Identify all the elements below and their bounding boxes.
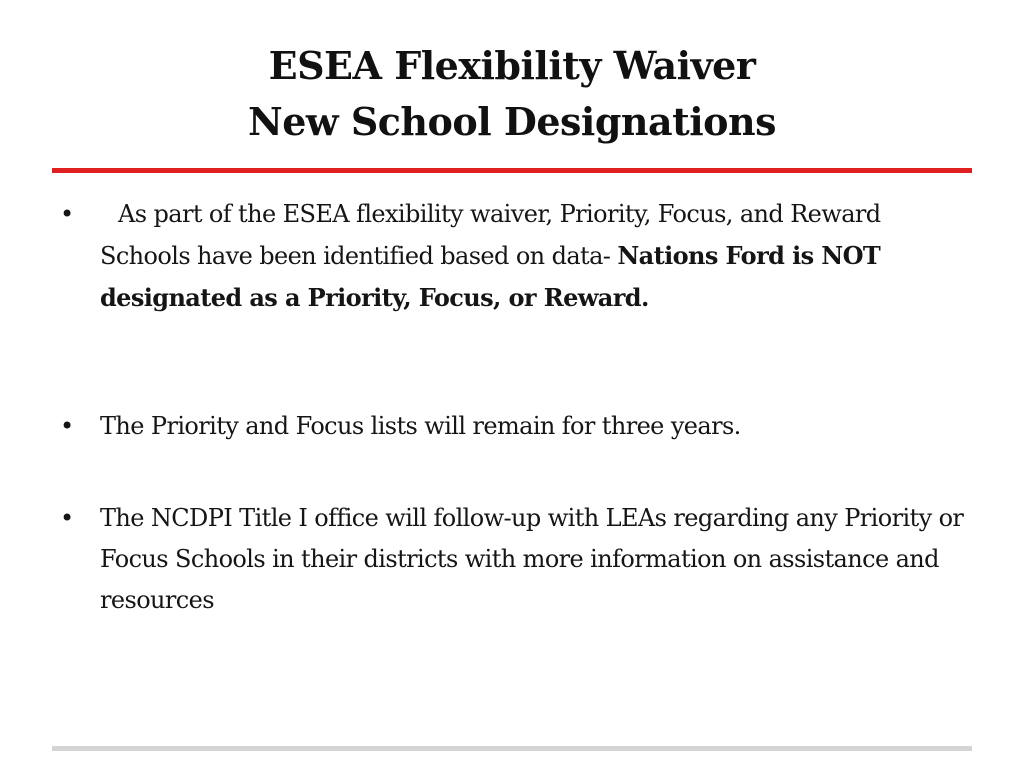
bullet-item-1	[60, 194, 970, 319]
footer-rule	[52, 746, 972, 751]
bullet-text-regular: As part of the ESEA flexibility waiver, Priority, Focus, and Reward Schools have been identified based on data-	[100, 200, 881, 270]
title-line-1: ESEA Flexibility Waiver	[268, 43, 756, 88]
bullet-text	[100, 194, 970, 319]
bullet-text-bold: Nations Ford is NOT designated as a Priority, Focus, or Reward.	[100, 241, 881, 312]
title-line-2: New School Designations	[247, 99, 777, 144]
bullet-marker: •	[60, 504, 74, 532]
bullet-marker: •	[60, 200, 74, 228]
bullet-item-2	[60, 406, 970, 447]
bullet-text: The NCDPI Title I office will follow-up with LEAs regarding any Priority or Focus Schools in their districts with more information on assistance and resources	[100, 504, 964, 614]
bullet-marker: •	[60, 412, 74, 440]
bullet-item-3	[60, 498, 970, 621]
bullet-text: The Priority and Focus lists will remain for three years.	[100, 412, 741, 440]
